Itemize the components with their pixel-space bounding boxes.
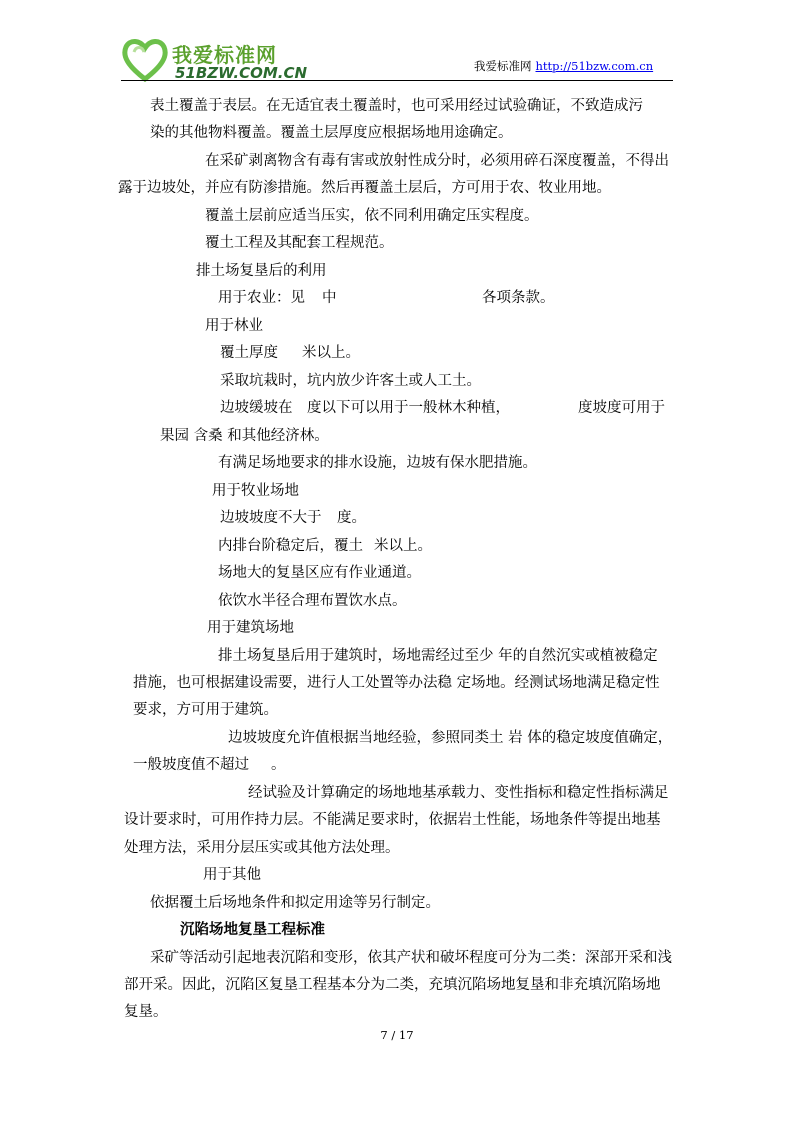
subsection-heading: 用于林业 — [205, 318, 263, 334]
body-line: 要求，方可用于建筑。 — [133, 702, 278, 718]
body-line-fragment: 米以上。 — [374, 538, 432, 554]
header-divider — [121, 80, 673, 81]
logo-english-text: 51BZW.COM.CN — [175, 64, 308, 82]
body-line: 覆土厚度 — [220, 345, 278, 361]
body-line: 边坡坡度不大于 — [220, 510, 322, 526]
body-line: 措施，也可根据建设需要，进行人工处置等办法稳 定场地。经测试场地满足稳定性 — [133, 675, 660, 691]
body-line: 一般坡度值不超过 — [133, 757, 249, 773]
body-line: 经试验及计算确定的场地地基承载力、变性指标和稳定性指标满足 — [248, 785, 669, 801]
body-line: 果园 含桑 和其他经济林。 — [160, 428, 329, 444]
body-line-fragment: 度坡度可用于 — [578, 400, 665, 416]
body-line: 表土覆盖于表层。在无适宜表土覆盖时，也可采用经过试验确证，不致造成污 — [150, 98, 643, 114]
header-site-name: 我爱标准网 — [474, 59, 532, 73]
section-heading: 排土场复垦后的利用 — [196, 263, 327, 279]
site-logo — [120, 34, 308, 84]
section-heading: 沉陷场地复垦工程标准 — [180, 921, 325, 938]
body-line: 染的其他物料覆盖。覆盖土层厚度应根据场地用途确定。 — [150, 125, 513, 141]
body-line: 处理方法，采用分层压实或其他方法处理。 — [124, 840, 400, 856]
body-line: 有满足场地要求的排水设施，边坡有保水肥措施。 — [218, 455, 537, 471]
body-line-fragment: 中 — [322, 290, 337, 306]
body-line: 依据覆土后场地条件和拟定用途等另行制定。 — [150, 895, 440, 911]
header-site-info — [474, 58, 653, 74]
header-site-link[interactable]: http://51bzw.com.cn — [535, 59, 654, 73]
body-line: 在采矿剥离物含有毒有害或放射性成分时，必须用碎石深度覆盖，不得出 — [205, 153, 669, 169]
body-line: 设计要求时，可用作持力层。不能满足要求时，依据岩土性能，场地条件等提出地基 — [124, 812, 661, 828]
body-line: 部开采。因此，沉陷区复垦工程基本分为二类，充填沉陷场地复垦和非充填沉陷场地 — [124, 977, 661, 993]
body-line: 覆盖土层前应适当压实，依不同利用确定压实程度。 — [205, 208, 539, 224]
body-line-fragment: 各项条款。 — [482, 290, 555, 306]
body-line: 用于农业：见 — [218, 290, 305, 306]
subsection-heading: 用于建筑场地 — [207, 620, 294, 636]
body-line: 边坡缓坡在 — [220, 400, 293, 416]
body-line: 复垦。 — [124, 1004, 168, 1020]
subsection-heading: 用于其他 — [203, 867, 261, 883]
body-line: 露于边坡处，并应有防渗措施。然后再覆盖土层后，方可用于农、牧业用地。 — [118, 180, 611, 196]
subsection-heading: 用于牧业场地 — [212, 483, 299, 499]
body-line: 采取坑栽时，坑内放少许客土或人工土。 — [220, 373, 481, 389]
body-line-fragment: 米以上。 — [302, 345, 360, 361]
heart-logo-icon — [120, 34, 170, 84]
body-line-fragment: 度。 — [337, 510, 366, 526]
body-line: 采矿等活动引起地表沉陷和变形，依其产状和破坏程度可分为二类：深部开采和浅 — [150, 950, 672, 966]
body-line: 内排台阶稳定后，覆土 — [218, 538, 363, 554]
logo-chinese-text: 我爱标准网 — [172, 43, 277, 67]
body-line: 边坡坡度允许值根据当地经验，参照同类土 岩 体的稳定坡度值确定， — [228, 730, 673, 746]
body-line-fragment: 度以下可以用于一般林木种植， — [307, 400, 510, 416]
body-line: 依饮水半径合理布置饮水点。 — [218, 593, 407, 609]
body-line: 场地大的复垦区应有作业通道。 — [218, 565, 421, 581]
page-number: 7 / 17 — [380, 1028, 414, 1042]
body-line: 覆土工程及其配套工程规范。 — [205, 235, 394, 251]
body-line-fragment: 。 — [271, 757, 286, 773]
body-line: 排土场复垦后用于建筑时，场地需经过至少 年的自然沉实或植被稳定 — [218, 648, 658, 664]
